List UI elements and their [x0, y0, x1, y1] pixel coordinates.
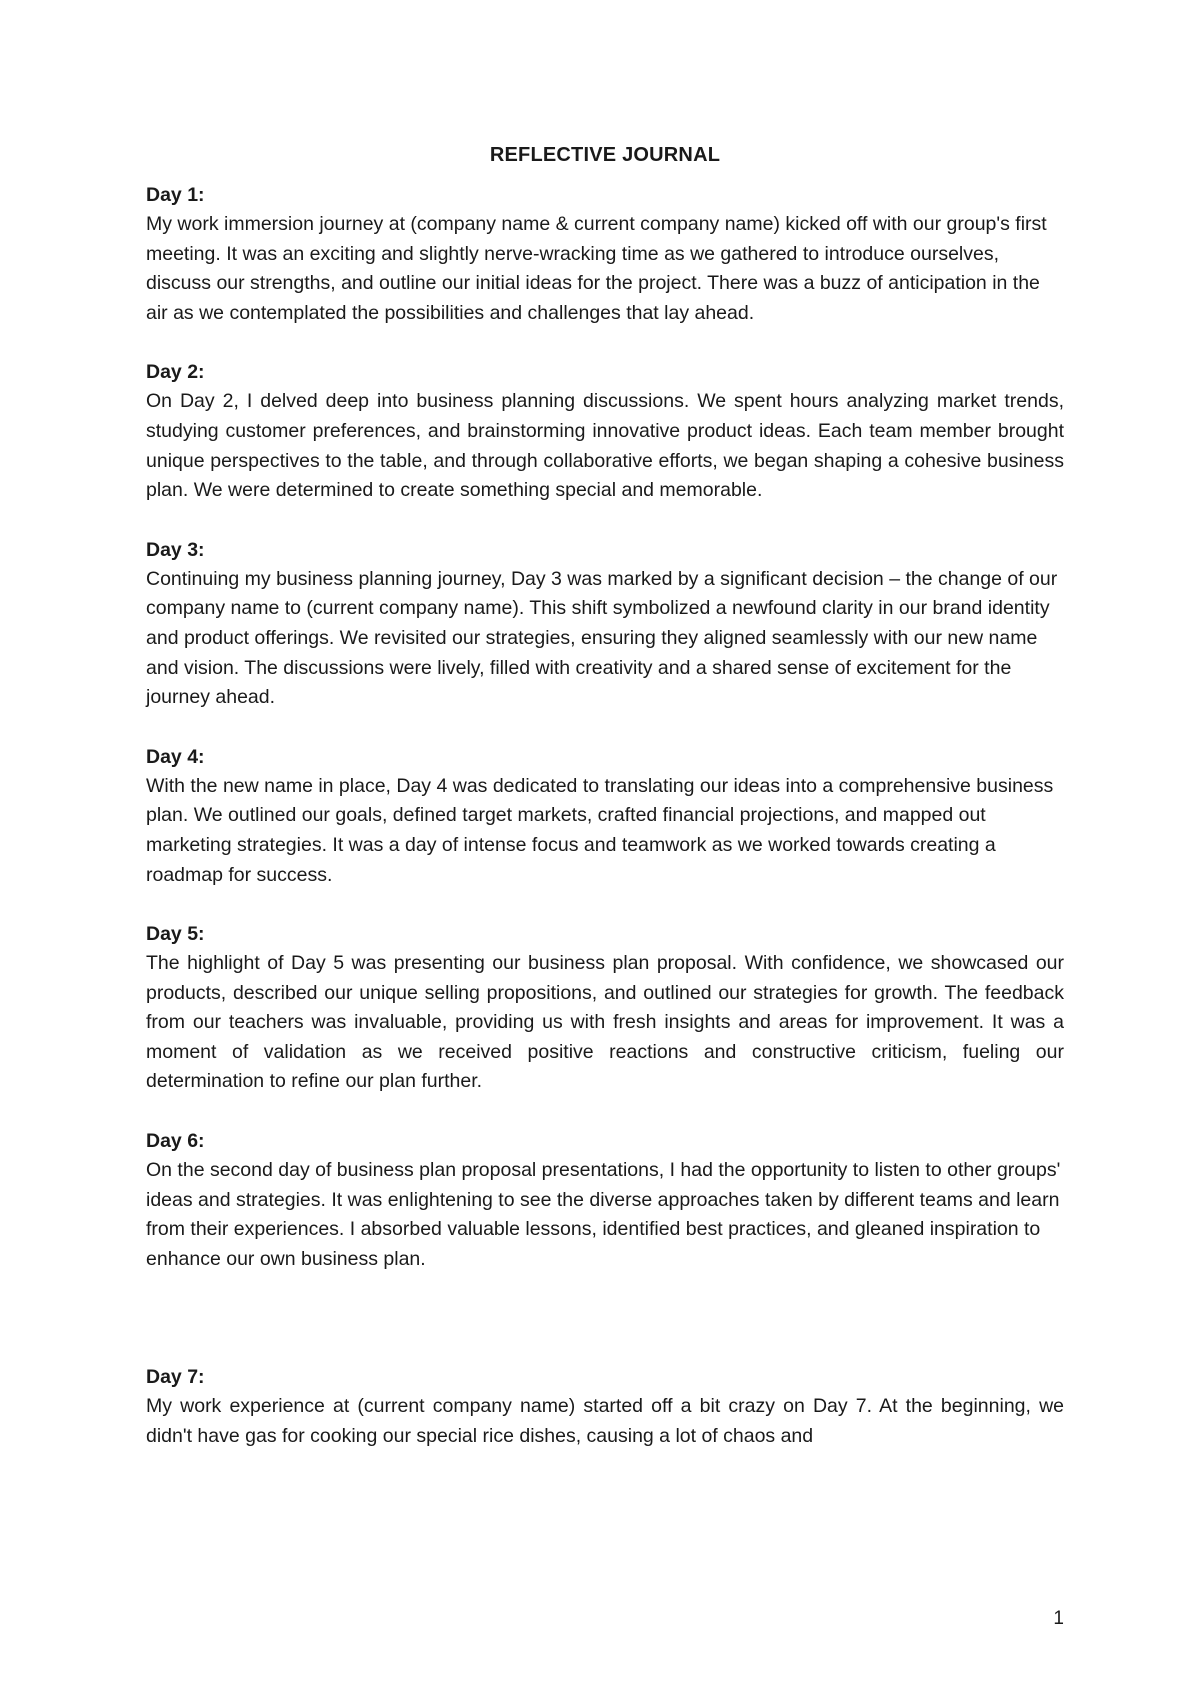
- entry-body: With the new name in place, Day 4 was dedicated to translating our ideas into a comprehensive business plan. We outlined our goals, defined target markets, crafted financial projections, and mapped out marketing strategies. It was a day of intense focus and teamwork as we worked towards creating a roadmap for success.: [146, 774, 1054, 886]
- paragraph-gap: [146, 713, 1064, 742]
- journal-entry-day-4: [146, 742, 1064, 890]
- journal-entry-day-1: [146, 180, 1064, 328]
- entry-heading: Day 6:: [146, 1130, 205, 1153]
- entry-body: Continuing my business planning journey, Day 3 was marked by a significant decision – the change of our company name to (current company name). This shift symbolized a newfound clarity in our brand identity and product offerings. We revisited our strategies, ensuring they aligned seamlessly with our new name and vision. The discussions were lively, filled with creativity and a shared sense of excitement for the journey ahead.: [146, 567, 1058, 709]
- paragraph-gap: [146, 328, 1064, 357]
- entry-heading: Day 7:: [146, 1366, 205, 1389]
- entry-heading: Day 2:: [146, 361, 205, 384]
- entry-heading: Day 5:: [146, 923, 205, 946]
- entry-body: My work experience at (current company name) started off a bit crazy on Day 7. At the beginning, we didn't have gas for cooking our special rice dishes, causing a lot of chaos and: [146, 1395, 1064, 1448]
- paragraph-gap: [146, 1097, 1064, 1126]
- entry-body: On Day 2, I delved deep into business planning discussions. We spent hours analyzing market trends, studying customer preferences, and brainstorming innovative product ideas. Each team member brought unique perspectives to the table, and through collaborative efforts, we began shaping a cohesive business plan. We were determined to create something special and memorable.: [146, 390, 1064, 502]
- entry-heading: Day 4:: [146, 745, 205, 768]
- entry-body: The highlight of Day 5 was presenting our business plan proposal. With confidence, we showcased our products, described our unique selling propositions, and outlined our strategies for growth. The feedback from our teachers was invaluable, providing us with fresh insights and areas for improvement. It was a moment of validation as we received positive reactions and constructive criticism, fueling our determination to refine our plan further.: [146, 952, 1064, 1093]
- page-number: 1: [1053, 1608, 1064, 1629]
- paragraph-gap: [146, 1274, 1064, 1362]
- entry-heading: Day 1:: [146, 184, 205, 206]
- journal-entry-day-6: [146, 1126, 1064, 1274]
- journal-entry-day-3: [146, 535, 1064, 713]
- entry-heading: Day 3:: [146, 538, 205, 561]
- entry-body: My work immersion journey at (company name & current company name) kicked off with our group's first meeting. It was an exciting and slightly nerve-wracking time as we gathered to introduce ourselves, discuss our strengths, and outline our initial ideas for the project. There was a buzz of anticipation in the air as we contemplated the possibilities and challenges that lay ahead.: [146, 213, 1047, 324]
- journal-entry-day-2: [146, 357, 1064, 505]
- document-page: [146, 140, 1064, 1452]
- document-title: REFLECTIVE JOURNAL: [489, 144, 721, 166]
- paragraph-gap: [146, 506, 1064, 535]
- paragraph-gap: [146, 890, 1064, 919]
- journal-entry-day-7: [146, 1362, 1064, 1451]
- journal-entry-day-5: [146, 919, 1064, 1097]
- entry-body: On the second day of business plan proposal presentations, I had the opportunity to listen to other groups' ideas and strategies. It was enlightening to see the diverse approaches taken by different teams and learn from their experiences. I absorbed valuable lessons, identified best practices, and gleaned inspiration to enhance our own business plan.: [146, 1159, 1061, 1270]
